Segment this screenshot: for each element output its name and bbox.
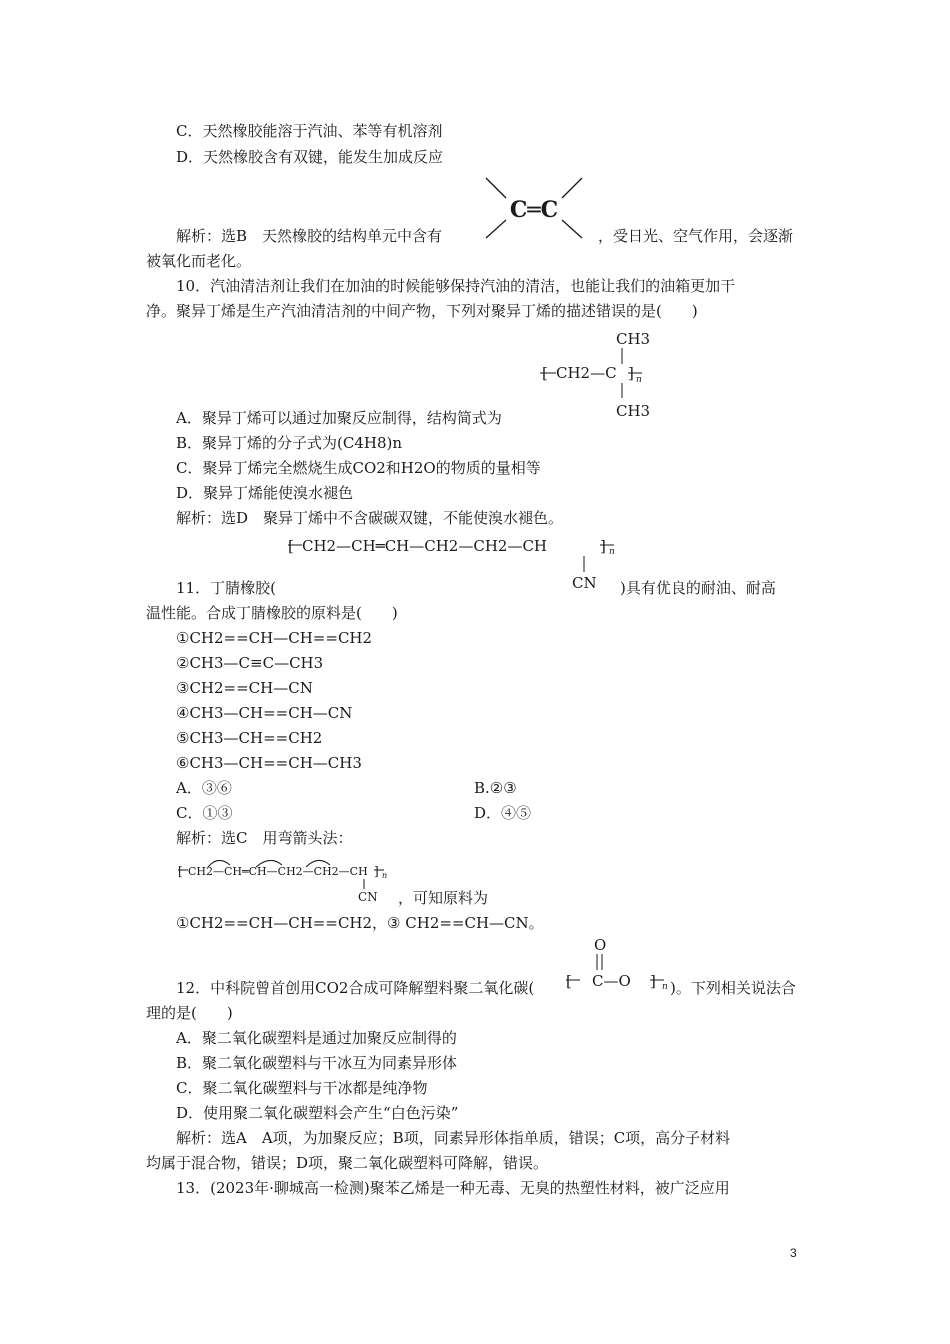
- option-c-11: C．①③: [176, 804, 233, 822]
- page-number: 3: [790, 1246, 797, 1260]
- option-a-12: A．聚二氧化碳塑料是通过加聚反应制得的: [176, 1029, 457, 1047]
- question-12-stem-cont: )。下列相关说法合: [670, 979, 796, 997]
- arrow-bracket-left: [: [178, 864, 183, 878]
- polyisobutylene-structure: [538, 326, 688, 426]
- pc-bracket-right: ]: [650, 972, 656, 990]
- curved-arrow-structure: [178, 853, 398, 907]
- option-d-10: D．聚异丁烯能使溴水褪色: [176, 484, 354, 502]
- option-b-12: B．聚二氧化碳塑料与干冰互为同素异形体: [176, 1054, 458, 1072]
- answer-12-line2: 均属于混合物，错误；D项，聚二氧化碳塑料可降解，错误。: [146, 1154, 549, 1172]
- question-12-stem: 12．中科院曾首创用CO2合成可降解塑料聚二氧化碳(: [176, 979, 535, 997]
- monomer-2: ②CH3—C≡C—CH3: [176, 654, 324, 672]
- answer-10: 解析：选D 聚异丁烯中不含碳碳双键，不能使溴水褪色。: [176, 509, 564, 527]
- question-11-stem-cont: )具有优良的耐油、耐高: [620, 579, 776, 597]
- option-b-10: B．聚异丁烯的分子式为(C4H8)n: [176, 434, 403, 452]
- question-10-stem-line2: 净。聚异丁烯是生产汽油清洁剂的中间产物，下列对聚异丁烯的描述错误的是( ): [146, 302, 698, 320]
- pib-bracket-right: ]: [628, 364, 634, 382]
- pc-chain: C—O: [592, 972, 631, 990]
- arrow-bracket-right: ]: [374, 864, 379, 878]
- arrow-chain: CH2—CH═CH—CH2—CH2—CH: [188, 865, 368, 878]
- monomer-6: ⑥CH3—CH==CH—CH3: [176, 754, 362, 772]
- option-a-11: A．③⑥: [176, 779, 232, 797]
- option-d-12: D．使用聚二氧化碳塑料会产生“白色污染”: [176, 1104, 459, 1122]
- answer-9-line2: 被氧化而老化。: [146, 252, 252, 270]
- option-d: D．天然橡胶含有双键，能发生加成反应: [176, 148, 444, 166]
- nbr-n: n: [609, 547, 615, 557]
- question-11-stem-line2: 温性能。合成丁腈橡胶的原料是( ): [146, 604, 398, 622]
- cc-double-label: C═C: [509, 197, 559, 223]
- question-13-stem: 13．(2023年·聊城高一检测)聚苯乙烯是一种无毒、无臭的热塑性材料，被广泛应用: [176, 1179, 730, 1197]
- option-c-10: C．聚异丁烯完全燃烧生成CO2和H2O的物质的量相等: [176, 459, 541, 477]
- monomer-1: ①CH2==CH—CH==CH2: [176, 629, 373, 647]
- monomer-3: ③CH2==CH—CN: [176, 679, 313, 697]
- answer-11: 解析：选C 用弯箭头法：: [176, 829, 353, 847]
- answer-11-result: ①CH2==CH—CH==CH2，③ CH2==CH—CN。: [176, 914, 544, 932]
- monomer-5: ⑤CH3—CH==CH2: [176, 729, 323, 747]
- pc-oxygen: O: [594, 936, 607, 954]
- question-11-stem: 11．丁腈橡胶(: [176, 579, 276, 597]
- option-c-12: C．聚二氧化碳塑料与干冰都是纯净物: [176, 1079, 428, 1097]
- option-a-10: A．聚异丁烯可以通过加聚反应制得，结构简式为: [176, 409, 502, 427]
- answer-9-text-cont: ，受日光、空气作用，会逐渐: [598, 227, 794, 245]
- answer-12: 解析：选A A项，为加聚反应；B项，同素异形体指单质，错误；C项，高分子材料: [176, 1129, 731, 1147]
- pib-main-chain: CH2—C: [556, 364, 617, 382]
- nbr-cn: CN: [572, 574, 597, 592]
- answer-9-text: 解析：选B 天然橡胶的结构单元中含有: [176, 227, 443, 245]
- monomer-4: ④CH3—CH==CH—CN: [176, 704, 353, 722]
- cc-double-bond-structure: [480, 172, 590, 242]
- pib-bracket-left: [: [542, 364, 548, 382]
- arrow-n: n: [382, 871, 388, 880]
- option-b-11: B.②③: [474, 779, 517, 797]
- pib-ch3-bottom: CH3: [616, 402, 651, 420]
- poly-co2-structure: [566, 936, 670, 996]
- nbr-chain: CH2—CH═CH—CH2—CH2—CH: [302, 537, 548, 555]
- nbr-bracket-left: [: [288, 537, 294, 555]
- arrow-cn: CN: [358, 890, 378, 904]
- pib-n: n: [636, 375, 642, 385]
- pib-ch3-top: CH3: [616, 330, 651, 348]
- option-c: C．天然橡胶能溶于汽油、苯等有机溶剂: [176, 122, 443, 140]
- nbr-bracket-right: ]: [600, 537, 606, 555]
- question-10-stem: 10．汽油清洁剂让我们在加油的时候能够保持汽油的清洁，也能让我们的油箱更加干: [176, 277, 736, 295]
- pc-bracket-left: [: [566, 972, 572, 990]
- pc-n: n: [662, 982, 668, 992]
- question-12-stem-line2: 理的是( ): [146, 1004, 233, 1022]
- nitrile-rubber-structure: [288, 532, 628, 597]
- answer-11-mid: ，可知原料为: [398, 889, 489, 907]
- option-d-11: D．④⑤: [474, 804, 532, 822]
